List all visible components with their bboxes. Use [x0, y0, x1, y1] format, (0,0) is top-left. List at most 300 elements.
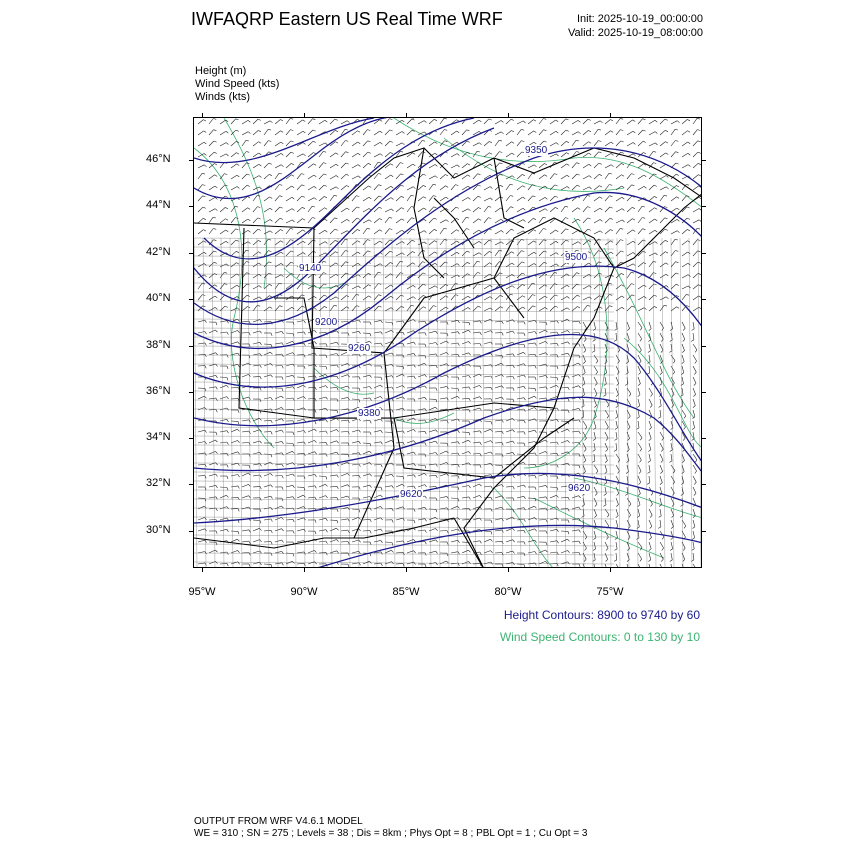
- wind-barb-flag: [544, 164, 547, 165]
- wind-barb-flag: [216, 497, 218, 500]
- wind-barb: [649, 284, 654, 289]
- wind-barb: [583, 366, 585, 373]
- wind-barb: [407, 342, 414, 344]
- wind-barb: [484, 486, 491, 487]
- wind-barb: [583, 176, 589, 179]
- wind-barb-flag: [622, 296, 625, 298]
- wind-barb-flag: [271, 420, 272, 423]
- wind-barb: [693, 130, 697, 135]
- wind-barb-flag: [315, 387, 317, 390]
- wind-barb-flag: [660, 373, 662, 375]
- wind-barb: [385, 353, 392, 355]
- wind-barb-flag: [216, 474, 218, 476]
- wind-barb-flag: [282, 498, 283, 501]
- wind-barb-flag: [268, 129, 271, 130]
- wind-barb-flag: [403, 552, 404, 555]
- wind-barb-flag: [413, 285, 415, 287]
- wind-barb: [473, 484, 479, 487]
- wind-barb: [440, 474, 447, 476]
- wind-barb-flag: [639, 471, 641, 473]
- wind-barb-flag: [676, 262, 679, 263]
- wind-barb-flag: [205, 366, 206, 369]
- wind-barb-flag: [599, 152, 602, 153]
- wind-barb: [220, 207, 225, 212]
- wind-barb: [198, 196, 203, 201]
- wind-barb-flag: [568, 342, 570, 344]
- wind-barb-flag: [524, 542, 525, 545]
- wind-barb: [352, 263, 358, 267]
- wind-barb-flag: [643, 240, 646, 241]
- wind-barb: [330, 354, 337, 356]
- wind-barb: [220, 321, 227, 322]
- wind-barb: [231, 539, 237, 542]
- wind-barb: [550, 321, 557, 322]
- wind-barb: [264, 530, 271, 531]
- wind-barb: [528, 131, 534, 135]
- wind-barb: [286, 463, 293, 465]
- wind-barb: [517, 141, 522, 146]
- wind-barb-flag: [335, 218, 338, 219]
- wind-barb-flag: [556, 495, 558, 497]
- wind-barb: [231, 119, 236, 124]
- wind-barb: [583, 153, 589, 157]
- wind-barb-flag: [544, 130, 547, 131]
- wind-barb-flag: [512, 263, 515, 265]
- wind-barb-flag: [348, 564, 349, 567]
- wind-barb: [198, 218, 203, 223]
- wind-barb-flag: [457, 154, 459, 156]
- wind-barb: [440, 285, 445, 290]
- wind-barb-flag: [414, 551, 416, 553]
- wind-barb: [253, 130, 258, 135]
- wind-barb-flag: [226, 241, 228, 243]
- wind-barb: [583, 130, 588, 135]
- wind-barb: [429, 430, 436, 432]
- axis-tick: [701, 346, 706, 347]
- wind-barb-flag: [491, 331, 493, 333]
- county-line: [383, 238, 386, 568]
- wind-barb-flag: [326, 442, 327, 445]
- wind-barb-flag: [576, 152, 579, 153]
- wind-barb-flag: [346, 296, 349, 297]
- wind-barb-flag: [269, 296, 272, 298]
- wind-barb: [616, 307, 622, 311]
- wind-barb: [253, 240, 258, 245]
- wind-barb: [231, 141, 236, 146]
- wind-barb: [341, 296, 346, 301]
- wind-barb-flag: [403, 321, 405, 324]
- lat-label: 40°N: [146, 292, 171, 304]
- wind-barb: [440, 118, 444, 124]
- wind-barb-flag: [281, 241, 284, 243]
- wind-barb: [561, 551, 568, 554]
- wind-barb-flag: [392, 353, 394, 355]
- wind-barb-flag: [555, 207, 558, 208]
- wind-barb: [330, 551, 337, 553]
- wind-barb: [693, 163, 698, 168]
- wind-barb-flag: [370, 508, 372, 511]
- wind-barb: [462, 164, 467, 168]
- wind-barb: [484, 387, 491, 388]
- wind-barb-flag: [314, 198, 316, 200]
- wind-barb: [374, 185, 379, 190]
- wind-barb: [440, 531, 447, 532]
- wind-barb-flag: [281, 396, 283, 398]
- wind-barb-flag: [617, 493, 619, 495]
- wind-barb-flag: [599, 174, 602, 175]
- wind-barb: [319, 163, 324, 168]
- wind-barb-flag: [643, 251, 646, 252]
- wind-barb: [550, 196, 555, 201]
- wind-barb: [550, 295, 555, 300]
- wind-barb-flag: [238, 475, 240, 478]
- wind-barb: [418, 197, 424, 201]
- wind-barb: [264, 220, 270, 224]
- wind-barb-flag: [214, 251, 217, 252]
- wind-barb: [528, 196, 533, 201]
- wind-barb: [484, 297, 490, 300]
- wind-barb-flag: [659, 406, 662, 408]
- wind-barb-flag: [202, 173, 205, 174]
- wind-barb: [638, 388, 640, 395]
- wind-barb: [616, 476, 619, 482]
- wind-barb: [550, 264, 556, 267]
- wind-barb-flag: [225, 196, 228, 197]
- wind-barb-flag: [595, 493, 597, 495]
- county-line: [194, 337, 614, 339]
- wind-barb: [682, 542, 685, 548]
- wind-barb: [308, 486, 315, 487]
- wind-barb: [583, 344, 586, 350]
- wind-barb: [220, 264, 226, 267]
- wind-barb: [473, 174, 478, 179]
- wind-barb: [506, 131, 511, 136]
- wind-barb-flag: [227, 431, 229, 434]
- wind-barb-flag: [237, 187, 239, 189]
- wind-barb: [594, 531, 596, 538]
- wind-barb-flag: [392, 421, 393, 424]
- wind-barb-flag: [336, 528, 338, 530]
- wind-barb: [341, 473, 348, 476]
- wind-barb: [517, 296, 523, 300]
- wind-barb-flag: [589, 286, 591, 288]
- wind-barb-flag: [664, 195, 667, 196]
- wind-barb: [649, 476, 650, 483]
- wind-barb-flag: [334, 195, 337, 196]
- wind-barb-flag: [249, 321, 251, 324]
- wind-barb-flag: [479, 230, 482, 232]
- wind-barb-flag: [491, 452, 493, 454]
- wind-barb-flag: [445, 285, 448, 286]
- wind-barb: [242, 185, 247, 190]
- wind-barb: [583, 218, 588, 223]
- wind-barb-flag: [293, 531, 294, 534]
- wind-barb: [561, 497, 568, 498]
- wind-barb-flag: [326, 454, 327, 457]
- wind-barb: [627, 253, 633, 257]
- wind-barb: [473, 120, 479, 124]
- wind-barb: [319, 476, 326, 477]
- wind-barb-flag: [280, 196, 283, 197]
- wind-barb-flag: [478, 196, 481, 197]
- wind-barb-flag: [556, 143, 558, 145]
- wind-barb-flag: [489, 119, 492, 120]
- wind-barb: [583, 119, 588, 124]
- wind-barb-flag: [661, 559, 663, 561]
- county-line: [635, 238, 638, 568]
- wind-barb: [594, 476, 598, 482]
- wind-barb: [583, 465, 586, 472]
- wind-barb-flag: [436, 498, 437, 501]
- wind-barb: [275, 275, 281, 278]
- wind-barb-flag: [412, 240, 415, 241]
- wind-barb-flag: [435, 252, 438, 254]
- wind-barb-flag: [337, 520, 338, 523]
- wind-barb: [671, 208, 677, 212]
- county-line: [194, 292, 614, 294]
- county-line: [194, 355, 614, 357]
- wind-barb: [242, 363, 248, 366]
- wind-barb-flag: [469, 398, 470, 401]
- wind-barb-flag: [676, 284, 679, 285]
- wind-barb-flag: [522, 174, 525, 175]
- valid-time: Valid: 2025-10-19_08:00:00: [568, 27, 703, 39]
- wind-barb-flag: [692, 538, 695, 540]
- wind-barb: [594, 454, 595, 461]
- wind-barb-flag: [359, 400, 360, 403]
- wind-barb-flag: [204, 252, 206, 254]
- lat-label: 34°N: [146, 431, 171, 443]
- wind-barb-flag: [402, 230, 404, 232]
- wind-barb-flag: [611, 241, 614, 243]
- wind-barb-flag: [660, 472, 662, 474]
- wind-barb: [660, 142, 665, 146]
- wind-barb-flag: [457, 120, 460, 122]
- wind-barb: [671, 487, 674, 493]
- wind-barb: [605, 542, 608, 548]
- axis-tick: [610, 567, 611, 572]
- wind-barb: [539, 497, 546, 498]
- wind-barb: [451, 165, 457, 168]
- wind-barb-flag: [346, 262, 349, 263]
- wind-barb: [352, 142, 358, 146]
- wind-barb-flag: [524, 345, 525, 348]
- wind-barb: [627, 443, 629, 450]
- wind-barb-flag: [433, 184, 436, 185]
- wind-barb-flag: [227, 518, 229, 520]
- wind-barb-flag: [556, 241, 558, 243]
- wind-barb-flag: [502, 344, 503, 347]
- wind-barb: [319, 196, 324, 201]
- wind-barb-flag: [335, 119, 338, 120]
- wind-barb: [253, 365, 260, 366]
- wind-barb: [220, 377, 227, 378]
- wind-barb-flag: [490, 297, 492, 299]
- wind-barb-flag: [380, 385, 382, 387]
- wind-barb-flag: [665, 218, 668, 219]
- wind-barb-flag: [227, 563, 228, 566]
- wind-barb: [407, 263, 413, 267]
- wind-barb-flag: [698, 285, 701, 287]
- wind-barb: [407, 240, 412, 245]
- wind-barb: [385, 186, 391, 190]
- wind-barb-flag: [326, 386, 328, 388]
- county-line: [194, 427, 614, 429]
- wind-barb: [308, 452, 315, 454]
- wind-barb: [506, 119, 511, 124]
- lon-label: 80°W: [494, 586, 522, 598]
- wind-barb: [539, 240, 544, 245]
- wind-barb-flag: [260, 354, 262, 357]
- wind-barb-flag: [490, 187, 492, 189]
- wind-barb: [451, 320, 458, 322]
- wind-barb: [198, 430, 205, 432]
- wind-barb: [682, 344, 685, 351]
- wind-barb: [198, 518, 205, 521]
- wind-barb: [594, 129, 598, 135]
- wind-barb: [429, 142, 435, 146]
- wind-barb-flag: [582, 516, 585, 518]
- wind-barb: [440, 462, 447, 465]
- wind-barb: [638, 130, 643, 135]
- wind-barb-flag: [348, 363, 350, 365]
- wind-barb: [572, 295, 577, 300]
- wind-barb: [407, 463, 414, 465]
- wind-barb: [693, 262, 698, 267]
- wind-barb-flag: [238, 342, 240, 344]
- wind-barb: [341, 496, 348, 498]
- model-info-line: OUTPUT FROM WRF V4.6.1 MODEL: [194, 816, 363, 827]
- wind-barb-flag: [606, 559, 608, 561]
- wind-barb-flag: [401, 185, 404, 186]
- wind-barb: [231, 365, 238, 367]
- wind-barb: [594, 344, 595, 351]
- wind-barb: [660, 520, 661, 527]
- wind-barb-flag: [259, 187, 261, 189]
- wind-barb-flag: [466, 217, 469, 218]
- wind-barb-flag: [650, 515, 652, 517]
- axis-tick: [508, 567, 509, 572]
- wind-barb-flag: [403, 344, 404, 347]
- wind-barb: [638, 564, 641, 568]
- wind-barb-flag: [534, 506, 536, 508]
- wind-barb-flag: [325, 219, 328, 221]
- wind-barb-flag: [325, 143, 327, 145]
- wind-barb-flag: [260, 376, 261, 379]
- wind-barb: [286, 197, 292, 201]
- wind-barb: [209, 451, 216, 454]
- wind-barb-flag: [259, 142, 262, 144]
- wind-barb-flag: [358, 131, 361, 133]
- wind-barb-flag: [400, 163, 403, 164]
- wind-barb: [297, 219, 302, 223]
- wind-barb-flag: [312, 206, 315, 207]
- wind-barb-flag: [510, 196, 513, 197]
- wind-barb-flag: [593, 450, 596, 452]
- wind-barb: [638, 465, 641, 471]
- wind-barb: [616, 531, 618, 538]
- wind-barb: [572, 242, 578, 245]
- wind-barb-flag: [359, 320, 361, 322]
- wind-barb: [330, 252, 335, 256]
- wind-barb-flag: [446, 561, 448, 563]
- wind-barb: [627, 432, 630, 439]
- wind-barb: [209, 152, 214, 157]
- wind-barb-flag: [684, 416, 686, 418]
- wind-barb-flag: [557, 332, 559, 335]
- wind-barb: [385, 141, 390, 146]
- county-line: [320, 238, 323, 568]
- wind-barb: [242, 219, 248, 223]
- wind-barb-flag: [292, 186, 295, 188]
- wind-barb-flag: [683, 328, 685, 330]
- wind-barb: [506, 418, 513, 421]
- wind-barb-flag: [577, 295, 580, 296]
- wind-barb: [671, 121, 677, 124]
- wind-barb-flag: [370, 531, 371, 534]
- wind-barb-flag: [238, 452, 240, 454]
- wind-barb: [660, 410, 661, 417]
- wind-barb: [275, 196, 280, 201]
- wind-barb-flag: [291, 141, 294, 142]
- wind-barb: [440, 451, 446, 454]
- wind-barb: [242, 333, 249, 334]
- wind-barb-flag: [402, 132, 404, 134]
- wind-barb: [495, 152, 499, 157]
- wind-barb: [484, 531, 491, 532]
- wind-barb-flag: [391, 209, 393, 211]
- wind-barb-flag: [592, 351, 595, 353]
- wind-barb-flag: [293, 444, 294, 447]
- wind-barb: [220, 219, 226, 223]
- wind-barb-flag: [271, 485, 273, 487]
- wind-barb-flag: [379, 306, 382, 307]
- wind-barb: [429, 184, 433, 190]
- wind-barb: [231, 342, 238, 344]
- wind-barb: [440, 496, 447, 498]
- wind-barb-flag: [675, 129, 678, 130]
- wind-barb-flag: [326, 518, 328, 521]
- wind-barb: [550, 541, 557, 542]
- wind-barb-flag: [216, 508, 218, 511]
- wind-barb-flag: [216, 353, 218, 355]
- wind-barb: [517, 344, 524, 345]
- wind-barb: [242, 208, 248, 212]
- wind-barb-flag: [281, 252, 284, 254]
- wind-barb: [594, 231, 600, 234]
- wind-barb-flag: [359, 377, 360, 380]
- wind-barb: [583, 542, 587, 548]
- wind-barb-flag: [293, 398, 295, 401]
- wind-barb-flag: [490, 285, 492, 287]
- wind-barb: [539, 175, 545, 179]
- wind-barb-flag: [203, 207, 206, 208]
- wind-barb-flag: [447, 553, 448, 556]
- wind-barb: [506, 229, 511, 234]
- wind-barb: [231, 551, 238, 554]
- wind-barb-flag: [315, 342, 317, 344]
- wind-barb-flag: [224, 272, 227, 273]
- wind-barb: [308, 198, 314, 201]
- wind-barb: [275, 517, 282, 520]
- wind-barb: [473, 408, 480, 410]
- wind-barb-flag: [270, 197, 273, 199]
- wind-barb-flag: [670, 329, 673, 331]
- wind-barb: [528, 552, 535, 554]
- wind-barb: [682, 366, 684, 373]
- wind-barb: [671, 443, 672, 450]
- wind-barb: [671, 366, 675, 372]
